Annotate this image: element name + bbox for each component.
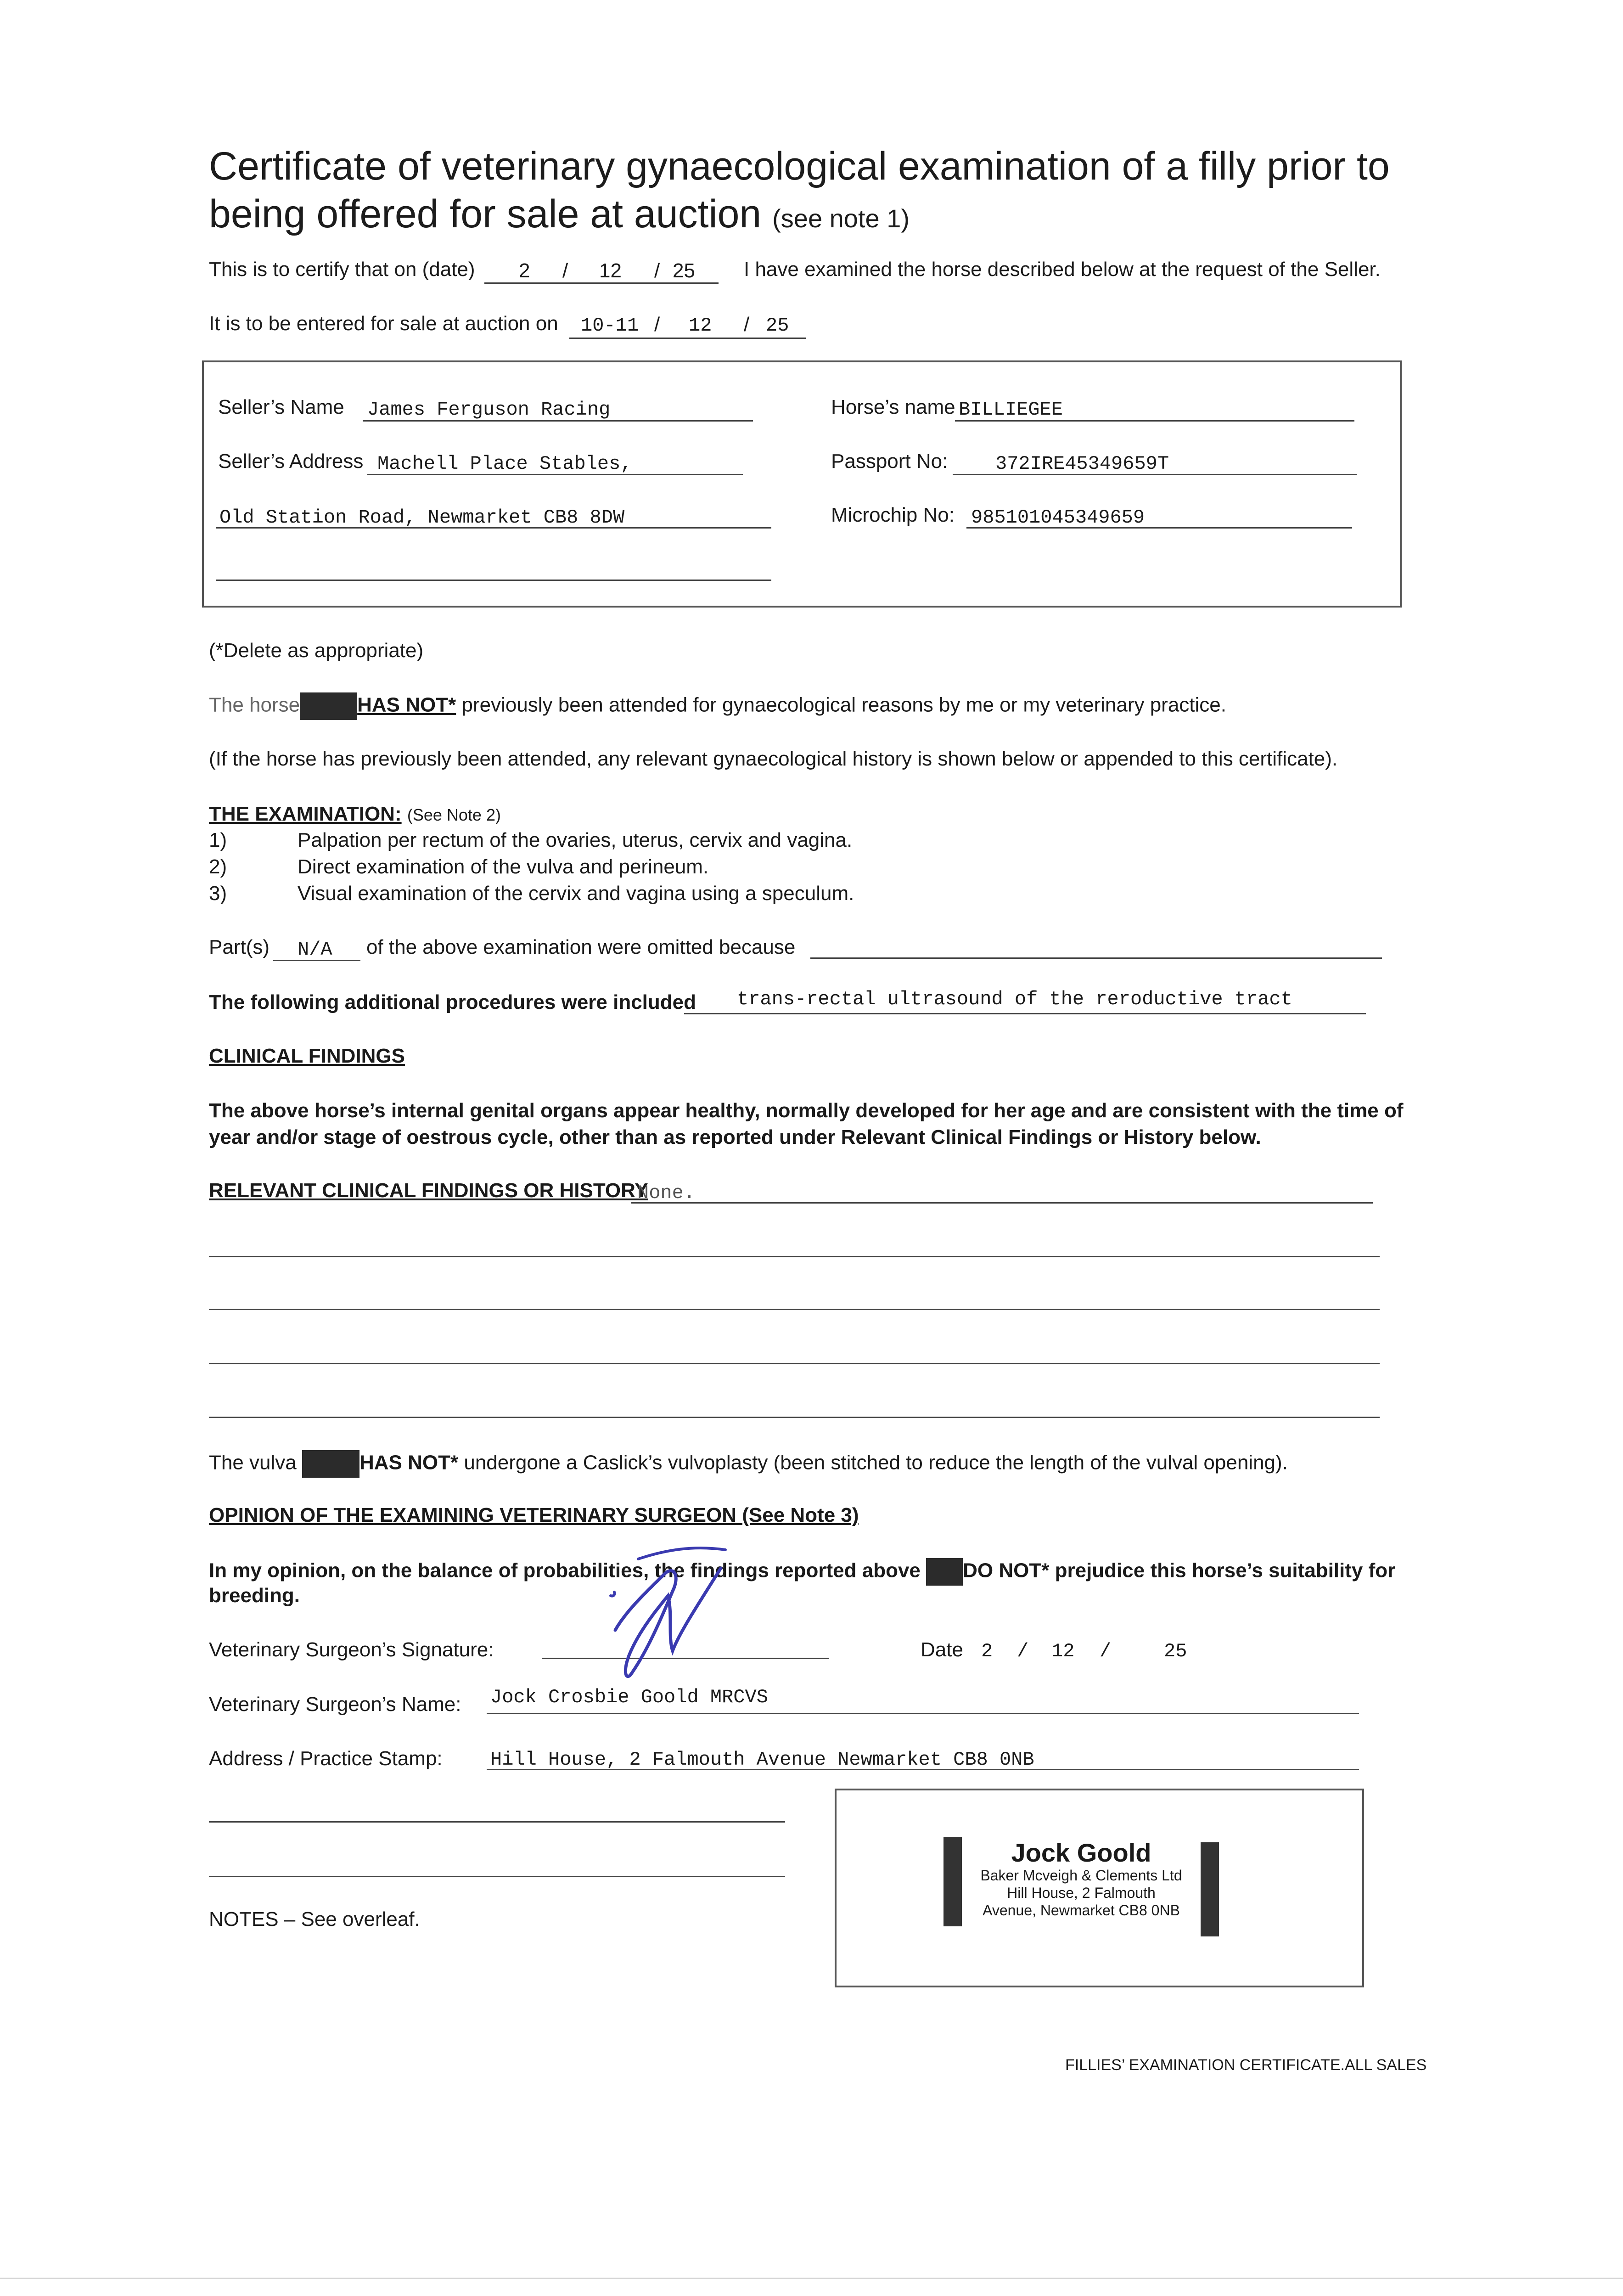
opinion-heading: OPINION OF THE EXAMINING VETERINARY SURGEON (See Note 3)	[209, 1504, 859, 1526]
stamp-left-bar	[943, 1837, 962, 1926]
auction-prefix: It is to be entered for sale at auction on	[209, 312, 558, 335]
examination-heading-line	[209, 803, 501, 826]
passport-underline	[953, 474, 1357, 475]
certify-year: 25	[673, 259, 695, 282]
redaction-mark	[926, 1558, 963, 1586]
redaction-mark	[300, 692, 357, 720]
examination-heading: THE EXAMINATION:	[209, 803, 402, 825]
auction-year: 25	[766, 315, 789, 337]
microchip-value: 985101045349659	[971, 506, 1145, 529]
footer-text: FILLIES’ EXAMINATION CERTIFICATE.ALL SALES	[1065, 2056, 1427, 2074]
signature-label: Veterinary Surgeon’s Signature:	[209, 1638, 494, 1661]
horse-name-label: Horse’s name	[831, 396, 955, 418]
attended-suffix: previously been attended for gynaecological reasons by me or my veterinary practice.	[461, 693, 1227, 716]
relevant-line-3	[209, 1309, 1380, 1310]
seller-name-value: James Ferguson Racing	[367, 399, 611, 421]
stamp-name: Jock Goold	[1011, 1838, 1151, 1867]
auction-date-underline	[569, 338, 806, 339]
additional-underline	[684, 1013, 1366, 1014]
exam-item-2-num: 2)	[209, 855, 227, 878]
seller-address-2: Old Station Road, Newmarket CB8 8DW	[219, 506, 625, 529]
practice-stamp	[964, 1839, 1198, 1919]
title-line-2	[209, 190, 1449, 242]
seller-address-1: Machell Place Stables,	[377, 453, 632, 475]
title-line-1: Certificate of veterinary gynaecological examination of a filly prior to	[209, 144, 1390, 188]
opinion-line-1	[209, 1558, 1395, 1586]
certify-suffix: I have examined the horse described below at the request of the Seller.	[744, 258, 1381, 281]
seller-address-2-underline	[216, 527, 771, 529]
opinion-text-3: breeding.	[209, 1584, 300, 1607]
history-note: (If the horse has previously been attended, any relevant gynaecological history is shown below or appended to this certificate).	[209, 748, 1338, 770]
certify-sep-2: /	[654, 259, 660, 282]
certify-sep-1: /	[562, 259, 568, 282]
seller-address-label: Seller’s Address	[218, 450, 364, 473]
seller-address-3-underline	[216, 580, 771, 581]
clinical-heading: CLINICAL FINDINGS	[209, 1045, 405, 1067]
vet-name-label: Veterinary Surgeon’s Name:	[209, 1693, 461, 1716]
address-line-3	[209, 1876, 785, 1877]
omitted-suffix: of the above examination were omitted because	[366, 936, 796, 958]
vulva-suffix: undergone a Caslick’s vulvoplasty (been stitched to reduce the length of the vulval opening).	[464, 1451, 1288, 1474]
additional-value: trans-rectal ultrasound of the reroductive tract	[737, 988, 1292, 1010]
auction-month: 12	[689, 315, 712, 337]
certify-prefix: This is to certify that on (date)	[209, 258, 475, 281]
opinion-text-1: In my opinion, on the balance of probabilities, the findings reported above	[209, 1559, 921, 1582]
microchip-label: Microchip No:	[831, 504, 955, 526]
date-sep-2: /	[1100, 1640, 1112, 1662]
omitted-value: N/A	[298, 939, 332, 961]
omitted-underline	[273, 960, 360, 961]
additional-label: The following additional procedures were included	[209, 991, 696, 1013]
vet-name-value: Jock Crosbie Goold MRCVS	[490, 1686, 768, 1708]
examination-heading-note: (See Note 2)	[407, 805, 501, 824]
stamp-line-3: Avenue, Newmarket CB8 0NB	[983, 1902, 1180, 1919]
relevant-line-5	[209, 1417, 1380, 1418]
title-line-2-text: being offered for sale at auction	[209, 192, 762, 236]
relevant-line-2	[209, 1256, 1380, 1257]
date-sep-1: /	[1017, 1640, 1029, 1662]
exam-item-3-num: 3)	[209, 882, 227, 905]
opinion-status: DO NOT*	[963, 1559, 1050, 1582]
relevant-heading: RELEVANT CLINICAL FINDINGS OR HISTORY	[209, 1179, 648, 1202]
delete-note: (*Delete as appropriate)	[209, 639, 424, 662]
horse-name-underline	[955, 420, 1354, 422]
vulva-status: HAS NOT*	[359, 1451, 459, 1474]
title-note: (see note 1)	[772, 204, 910, 233]
date-day: 2	[981, 1640, 993, 1662]
certify-month: 12	[599, 259, 622, 282]
horse-name-value: BILLIEGEE	[959, 399, 1063, 421]
date-year: 25	[1164, 1640, 1187, 1662]
omitted-reason-underline	[810, 957, 1382, 959]
seller-name-underline	[363, 420, 753, 422]
auction-day: 10-11	[581, 315, 639, 337]
vet-address-label: Address / Practice Stamp:	[209, 1747, 443, 1770]
seller-name-label: Seller’s Name	[218, 396, 344, 418]
auction-sep-1: /	[654, 313, 660, 336]
signature-scribble	[583, 1541, 794, 1688]
exam-item-2-text: Direct examination of the vulva and perineum.	[298, 855, 709, 878]
passport-label: Passport No:	[831, 450, 948, 473]
seller-horse-box	[202, 360, 1402, 608]
stamp-line-2: Hill House, 2 Falmouth	[1007, 1885, 1156, 1901]
stamp-right-bar	[1201, 1842, 1219, 1936]
vulva-prefix: The vulva	[209, 1451, 297, 1474]
attended-line	[209, 692, 1226, 720]
notes-text: NOTES – See overleaf.	[209, 1908, 420, 1930]
document-title	[209, 142, 1449, 242]
exam-item-3-text: Visual examination of the cervix and vagina using a speculum.	[298, 882, 854, 905]
attended-prefix: The horse	[209, 693, 300, 716]
exam-item-1-num: 1)	[209, 829, 227, 851]
passport-value: 372IRE45349659T	[995, 453, 1169, 475]
redaction-mark	[302, 1450, 359, 1478]
relevant-value: None.	[637, 1182, 696, 1204]
opinion-text-2: prejudice this horse’s suitability for	[1055, 1559, 1396, 1582]
seller-address-1-underline	[367, 474, 743, 475]
date-month: 12	[1051, 1640, 1075, 1662]
vet-name-underline	[487, 1713, 1359, 1714]
omitted-prefix: Part(s)	[209, 936, 270, 958]
vulva-line	[209, 1450, 1288, 1478]
vet-address-value: Hill House, 2 Falmouth Avenue Newmarket CB8 0NB	[490, 1749, 1034, 1771]
attended-status: HAS NOT*	[357, 693, 456, 716]
scan-edge	[0, 2278, 1623, 2279]
exam-item-1-text: Palpation per rectum of the ovaries, uterus, cervix and vagina.	[298, 829, 853, 851]
microchip-underline	[966, 527, 1352, 529]
stamp-line-1: Baker Mcveigh & Clements Ltd	[980, 1867, 1182, 1884]
date-label: Date	[921, 1638, 963, 1661]
auction-sep-2: /	[744, 313, 750, 336]
vet-address-underline	[487, 1769, 1359, 1770]
clinical-statement: The above horse’s internal genital organs appear healthy, normally developed for her age and are consistent with the time of year and/or stage of oestrous cycle, other than as reported under Relevant Clinical Findings or History below.	[209, 1099, 1404, 1148]
certify-date-underline	[484, 282, 719, 284]
address-line-2	[209, 1821, 785, 1823]
relevant-line-4	[209, 1363, 1380, 1364]
certify-day: 2	[519, 259, 530, 282]
relevant-underline	[631, 1202, 1373, 1204]
